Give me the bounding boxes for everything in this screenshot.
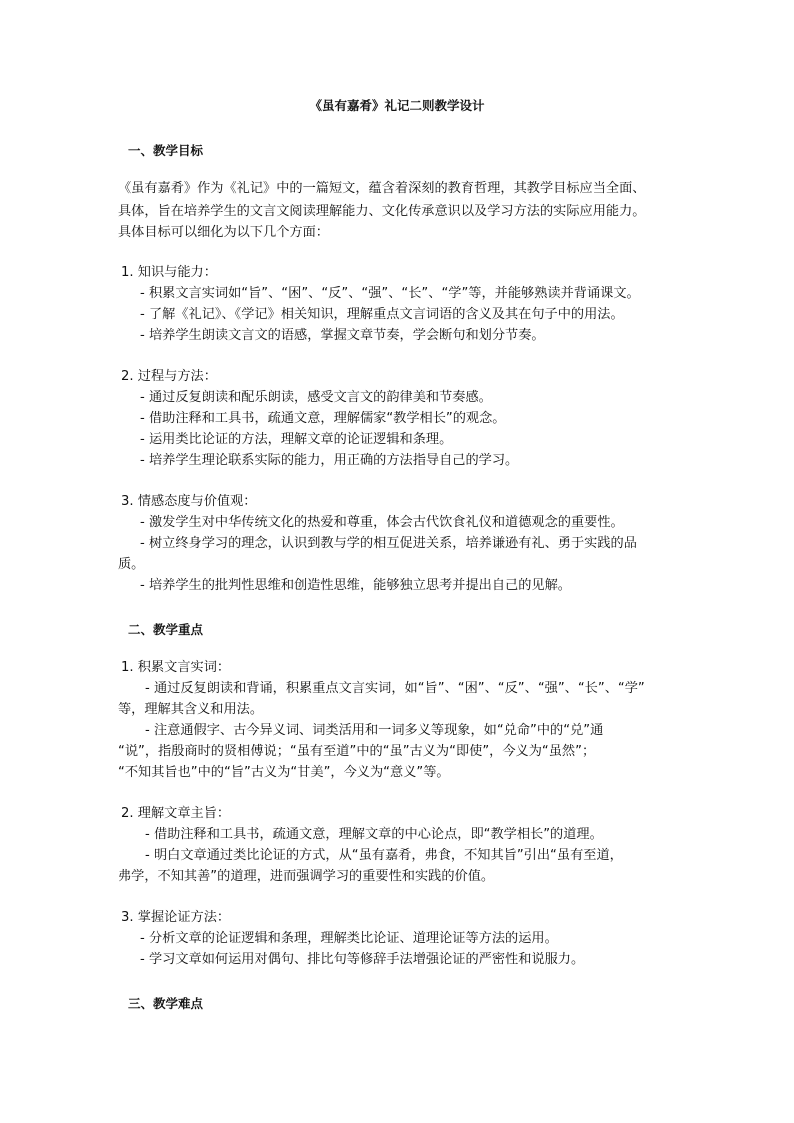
subsection-label: 2. 理解文章主旨： [121, 806, 231, 821]
list-item: - 了解《礼记》、《学记》相关知识，理解重点文言词语的含义及其在句子中的用法。 [140, 307, 624, 322]
paragraph-line: 具体，旨在培养学生的文言文阅读理解能力、文化传承意识以及学习方法的实际应用能力。 [118, 204, 646, 219]
list-item-continuation: “说”，指殷商时的贤相傅说；“虽有至道”中的“虽”古义为“即使”，今义为“虽然”； [118, 744, 596, 759]
subsection-label: 3. 情感态度与价值观： [121, 494, 257, 509]
document-title: 《虽有嘉肴》礼记二则教学设计 [309, 98, 485, 113]
list-item: - 树立终身学习的理念，认识到教与学的相互促进关系，培养谦逊有礼、勇于实践的品 [140, 536, 637, 551]
list-item: - 通过反复朗读和配乐朗读，感受文言文的韵律美和节奏感。 [140, 390, 492, 405]
paragraph-line: 具体目标可以细化为以下几个方面： [118, 225, 329, 240]
list-item: - 明白文章通过类比论证的方式，从“虽有嘉肴，弗食，不知其旨”引出“虽有至道， [145, 848, 623, 863]
list-item: - 积累文言实词如“旨”、“困”、“反”、“强”、“长”、“学”等，并能够熟读并背诵课文。 [140, 286, 640, 301]
list-item: - 运用类比论证的方法，理解文章的论证逻辑和条理。 [140, 432, 453, 447]
list-item: - 学习文章如何运用对偶句、排比句等修辞手法增强论证的严密性和说服力。 [140, 952, 585, 967]
list-item: - 通过反复朗读和背诵，积累重点文言实词，如“旨”、“困”、“反”、“强”、“长”、“学” [145, 681, 645, 696]
list-item: - 分析文章的论证逻辑和条理，理解类比论证、道理论证等方法的运用。 [140, 931, 558, 946]
list-item: - 培养学生理论联系实际的能力，用正确的方法指导自己的学习。 [140, 453, 519, 468]
subsection-label: 1. 知识与能力： [121, 265, 217, 280]
section-heading-key-points: 二、教学重点 [128, 622, 204, 637]
list-item: - 注意通假字、古今异义词、词类活用和一词多义等现象，如“兑命”中的“兑”通 [145, 723, 604, 738]
section-heading-objectives: 一、教学目标 [128, 143, 204, 158]
section-heading-difficulties: 三、教学难点 [128, 996, 204, 1011]
list-item-continuation: “不知其旨也”中的“旨”古义为“甘美”，今义为“意义”等。 [118, 765, 450, 780]
subsection-label: 3. 掌握论证方法： [121, 910, 231, 925]
list-item: - 借助注释和工具书，疏通文意，理解文章的中心论点，即“教学相长”的道理。 [145, 827, 603, 842]
list-item: - 激发学生对中华传统文化的热爱和尊重，体会古代饮食礼仪和道德观念的重要性。 [140, 515, 624, 530]
list-item-continuation: 质。 [118, 557, 145, 572]
list-item: - 借助注释和工具书，疏通文意，理解儒家“教学相长”的观念。 [140, 411, 506, 426]
subsection-label: 1. 积累文言实词： [121, 660, 231, 675]
list-item-continuation: 弗学，不知其善”的道理，进而强调学习的重要性和实践的价值。 [118, 869, 495, 884]
list-item: - 培养学生朗读文言文的语感，掌握文章节奏，学会断句和划分节奏。 [140, 328, 545, 343]
list-item-continuation: 等，理解其含义和用法。 [118, 702, 264, 717]
list-item: - 培养学生的批判性思维和创造性思维，能够独立思考并提出自己的见解。 [140, 578, 571, 593]
subsection-label: 2. 过程与方法： [121, 369, 217, 384]
paragraph-line: 《虽有嘉肴》作为《礼记》中的一篇短文，蕴含着深刻的教育哲理，其教学目标应当全面、 [118, 181, 646, 196]
